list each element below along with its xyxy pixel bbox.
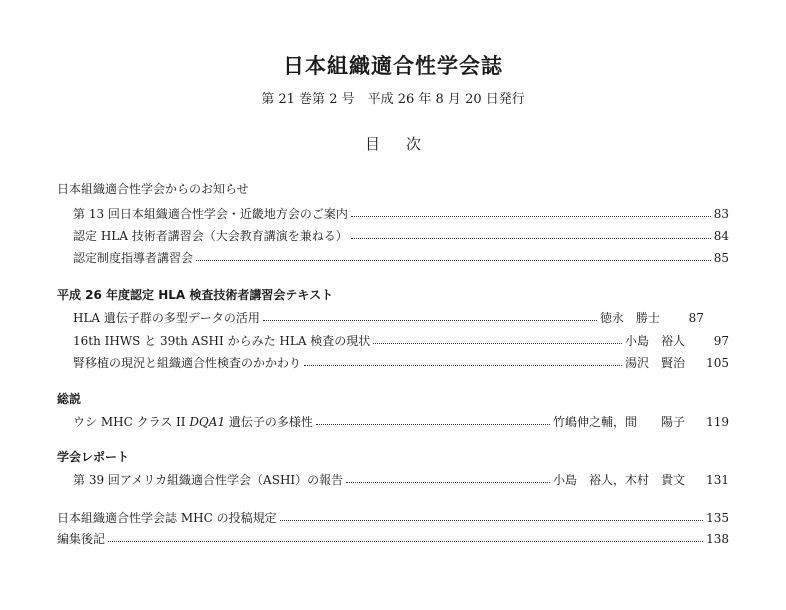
toc-entry[interactable] [73, 228, 729, 244]
entry-title [73, 414, 313, 430]
section-heading-review: 総説 [57, 392, 82, 406]
toc-entry[interactable] [73, 333, 729, 349]
entry-title: 第 13 回日本組織適合性学会・近畿地方会のご案内 [73, 207, 348, 221]
entry-page: 83 [713, 207, 729, 221]
entry-page: 87 [688, 311, 704, 325]
toc-entry[interactable] [73, 355, 729, 371]
toc-entry[interactable] [73, 414, 729, 430]
entry-title: 編集後記 [57, 532, 106, 546]
toc-entry[interactable] [73, 206, 729, 222]
entry-title: 認定制度指導者講習会 [73, 251, 194, 265]
entry-page: 97 [713, 334, 729, 348]
entry-page: 138 [706, 532, 729, 546]
section-heading-report: 学会レポート [57, 450, 130, 464]
toc-entry[interactable] [73, 250, 729, 266]
section-heading-announcements: 日本組織適合性学会からのお知らせ [57, 182, 249, 196]
entry-page: 131 [706, 473, 729, 487]
leader-dots [373, 335, 622, 345]
leader-dots [351, 208, 711, 218]
gene-name: DQA1 [189, 415, 226, 429]
entry-title: 日本組織適合性学会誌 MHC の投稿規定 [57, 511, 277, 525]
section-heading-lecture-text: 平成 26 年度認定 HLA 検査技術者講習会テキスト [57, 288, 334, 302]
leader-dots [108, 533, 703, 543]
entry-author: 徳永 勝士 [599, 311, 660, 325]
journal-title: 日本組織適合性学会誌 [283, 53, 503, 78]
entry-title-pre: ウシ MHC クラス II [73, 415, 190, 429]
leader-dots [196, 252, 711, 262]
leader-dots [346, 474, 550, 484]
entry-page: 84 [713, 229, 729, 243]
leader-dots [263, 312, 597, 322]
entry-title: HLA 遺伝子群の多型データの活用 [73, 311, 260, 325]
issue-line: 第 21 巻第 2 号 平成 26 年 8 月 20 日発行 [261, 92, 525, 107]
entry-page: 119 [706, 415, 729, 429]
leader-dots [316, 416, 550, 426]
entry-author: 湯沢 賢治 [624, 356, 685, 370]
entry-title: 認定 HLA 技術者講習会（大会教育講演を兼ねる） [73, 229, 348, 243]
entry-title: 第 39 回アメリカ組織適合性学会（ASHI）の報告 [73, 473, 344, 487]
entry-title: 腎移植の現況と組織適合性検査のかかわり [73, 356, 302, 370]
entry-title-post: 遺伝子の多様性 [225, 415, 313, 429]
entry-author: 小島 裕人 [624, 334, 685, 348]
entry-author: 竹嶋伸之輔，間 陽子 [552, 415, 685, 429]
toc-entry[interactable] [73, 472, 729, 488]
entry-title: 16th IHWS と 39th ASHI からみた HLA 検査の現状 [73, 334, 371, 348]
toc-heading: 目次 [364, 135, 447, 153]
leader-dots [280, 512, 704, 522]
entry-page: 85 [713, 251, 729, 265]
toc-entry[interactable] [57, 510, 729, 526]
entry-page: 105 [706, 356, 729, 370]
entry-author: 小島 裕人，木村 貴文 [552, 473, 685, 487]
leader-dots [351, 230, 711, 240]
toc-entry[interactable] [73, 310, 729, 326]
leader-dots [304, 357, 622, 367]
entry-page: 135 [706, 511, 729, 525]
toc-entry[interactable] [57, 531, 729, 547]
